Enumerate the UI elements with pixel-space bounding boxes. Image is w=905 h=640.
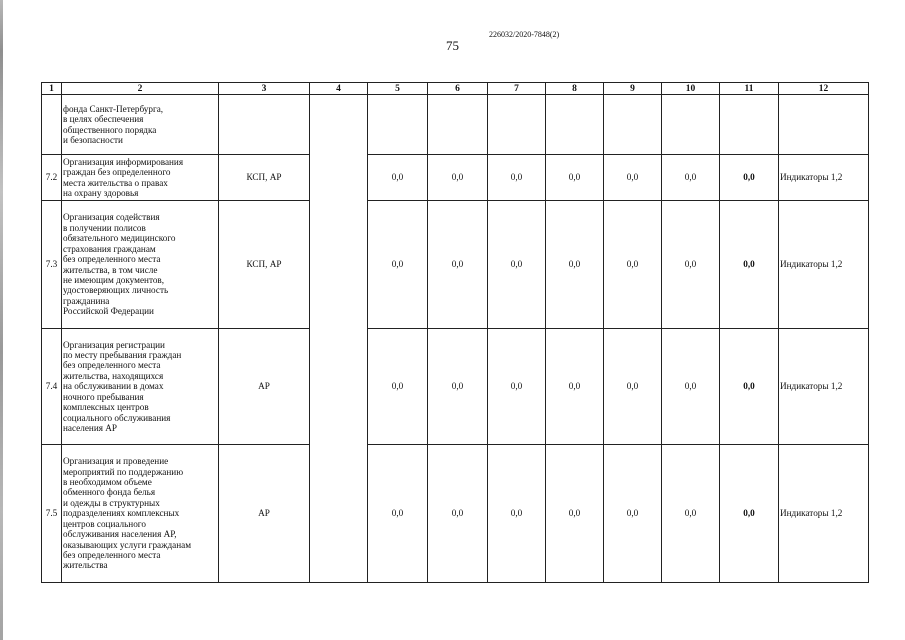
- description-line: в целях обеспечения: [63, 114, 144, 125]
- description-line: общественного порядка: [63, 124, 157, 135]
- description-line: без определенного места: [63, 360, 161, 371]
- table-row: [42, 155, 869, 201]
- description-line: и одежды в структурных: [63, 497, 160, 508]
- funding-value: 0,0: [368, 329, 428, 445]
- value-cell: [428, 95, 488, 155]
- description-line: без определенного места: [63, 549, 161, 560]
- funding-value: 0,0: [604, 155, 662, 201]
- value-cell: [662, 95, 720, 155]
- description-line: удостоверяющих личность: [63, 285, 169, 296]
- row-number: 7.2: [42, 155, 62, 201]
- description-line: в получении полисов: [63, 222, 146, 233]
- column-header-4: 4: [310, 83, 368, 95]
- value-cell: [779, 95, 869, 155]
- column-header-2: 2: [62, 83, 219, 95]
- funding-value: 0,0: [604, 201, 662, 329]
- row-number: 7.5: [42, 445, 62, 583]
- description-cell: [62, 201, 219, 329]
- table-row: [42, 445, 869, 583]
- value-cell: [720, 95, 779, 155]
- funding-value: 0,0: [720, 201, 779, 329]
- description-line: на обслуживании в домах: [63, 381, 164, 392]
- column-header-6: 6: [428, 83, 488, 95]
- description-line: Российской Федерации: [63, 306, 154, 317]
- indicators: Индикаторы 1,2: [779, 201, 869, 329]
- value-cell: [368, 95, 428, 155]
- description-line: страхования гражданам: [63, 243, 156, 254]
- column-header-3: 3: [219, 83, 310, 95]
- funding-value: 0,0: [662, 155, 720, 201]
- description-line: жительства: [63, 560, 108, 571]
- description-line: не имеющим документов,: [63, 274, 165, 285]
- indicators: Индикаторы 1,2: [779, 155, 869, 201]
- description-cell: [62, 155, 219, 201]
- description-line: жительства, в том числе: [63, 264, 158, 275]
- continuation-row: [42, 95, 869, 155]
- value-cell: [488, 95, 546, 155]
- page-number: 75: [446, 38, 459, 53]
- funding-value: 0,0: [428, 201, 488, 329]
- executor: АР: [219, 445, 310, 583]
- description-line: комплексных центров: [63, 402, 149, 413]
- description-cell: [62, 329, 219, 445]
- description-line: обслуживания населения АР,: [63, 529, 177, 540]
- description-cell: [62, 95, 219, 155]
- scan-left-edge: [0, 0, 3, 640]
- description-line: Организация регистрации: [63, 339, 165, 350]
- funding-value: 0,0: [604, 329, 662, 445]
- funding-value: 0,0: [488, 445, 546, 583]
- description-line: центров социального: [63, 518, 146, 529]
- description-line: без определенного места: [63, 254, 161, 265]
- indicators: Индикаторы 1,2: [779, 329, 869, 445]
- table-row: [42, 329, 869, 445]
- funding-value: 0,0: [546, 329, 604, 445]
- description-line: населения АР: [63, 422, 118, 433]
- description-line: подразделениях комплексных: [63, 508, 180, 519]
- description-line: граждан без определенного: [63, 167, 171, 178]
- funding-value: 0,0: [662, 445, 720, 583]
- description-line: мероприятий по поддержанию: [63, 466, 184, 477]
- value-cell: [604, 95, 662, 155]
- funding-value: 0,0: [428, 445, 488, 583]
- funding-value: 0,0: [368, 445, 428, 583]
- column-header-11: 11: [720, 83, 779, 95]
- description-line: оказывающих услуги гражданам: [63, 539, 192, 550]
- row-number-cell: [42, 95, 62, 155]
- description-line: и безопасности: [63, 134, 123, 145]
- funding-value: 0,0: [546, 445, 604, 583]
- description-line: на охрану здоровья: [63, 187, 139, 198]
- description-cell: [62, 445, 219, 583]
- executor: КСП, АР: [219, 201, 310, 329]
- value-cell: [546, 95, 604, 155]
- description-line: Организация информирования: [63, 156, 184, 167]
- document-id: 226032/2020-7848(2): [489, 30, 560, 39]
- description-line: гражданина: [63, 295, 110, 306]
- funding-value: 0,0: [720, 155, 779, 201]
- funding-value: 0,0: [546, 201, 604, 329]
- executor: АР: [219, 329, 310, 445]
- funding-value: 0,0: [368, 201, 428, 329]
- column-header-9: 9: [604, 83, 662, 95]
- description-line: по месту пребывания граждан: [63, 350, 182, 361]
- row-number: 7.4: [42, 329, 62, 445]
- funding-value: 0,0: [604, 445, 662, 583]
- description-line: в необходимом объеме: [63, 477, 152, 488]
- funding-value: 0,0: [662, 201, 720, 329]
- funding-value: 0,0: [428, 329, 488, 445]
- column-4-cell: [310, 95, 368, 583]
- funding-value: 0,0: [662, 329, 720, 445]
- description-line: места жительства о правах: [63, 177, 168, 188]
- executor-cell: [219, 95, 310, 155]
- description-line: Организация содействия: [63, 212, 160, 223]
- column-header-1: 1: [42, 83, 62, 95]
- description-line: обязательного медицинского: [63, 233, 176, 244]
- funding-value: 0,0: [488, 201, 546, 329]
- indicators: Индикаторы 1,2: [779, 445, 869, 583]
- description-line: обменного фонда белья: [63, 487, 156, 498]
- row-number: 7.3: [42, 201, 62, 329]
- description-line: социального обслуживания: [63, 412, 171, 423]
- executor: КСП, АР: [219, 155, 310, 201]
- description-line: жительства, находящихся: [63, 370, 164, 381]
- program-table: [41, 82, 869, 583]
- funding-value: 0,0: [720, 445, 779, 583]
- column-number-row: [42, 83, 869, 95]
- column-header-10: 10: [662, 83, 720, 95]
- funding-value: 0,0: [546, 155, 604, 201]
- description-line: Организация и проведение: [63, 456, 169, 467]
- table-row: [42, 201, 869, 329]
- funding-value: 0,0: [428, 155, 488, 201]
- funding-value: 0,0: [720, 329, 779, 445]
- column-header-8: 8: [546, 83, 604, 95]
- column-header-5: 5: [368, 83, 428, 95]
- description-line: фонда Санкт-Петербурга,: [63, 103, 164, 114]
- funding-value: 0,0: [368, 155, 428, 201]
- funding-value: 0,0: [488, 329, 546, 445]
- column-header-12: 12: [779, 83, 869, 95]
- funding-value: 0,0: [488, 155, 546, 201]
- description-line: ночного пребывания: [63, 391, 144, 402]
- column-header-7: 7: [488, 83, 546, 95]
